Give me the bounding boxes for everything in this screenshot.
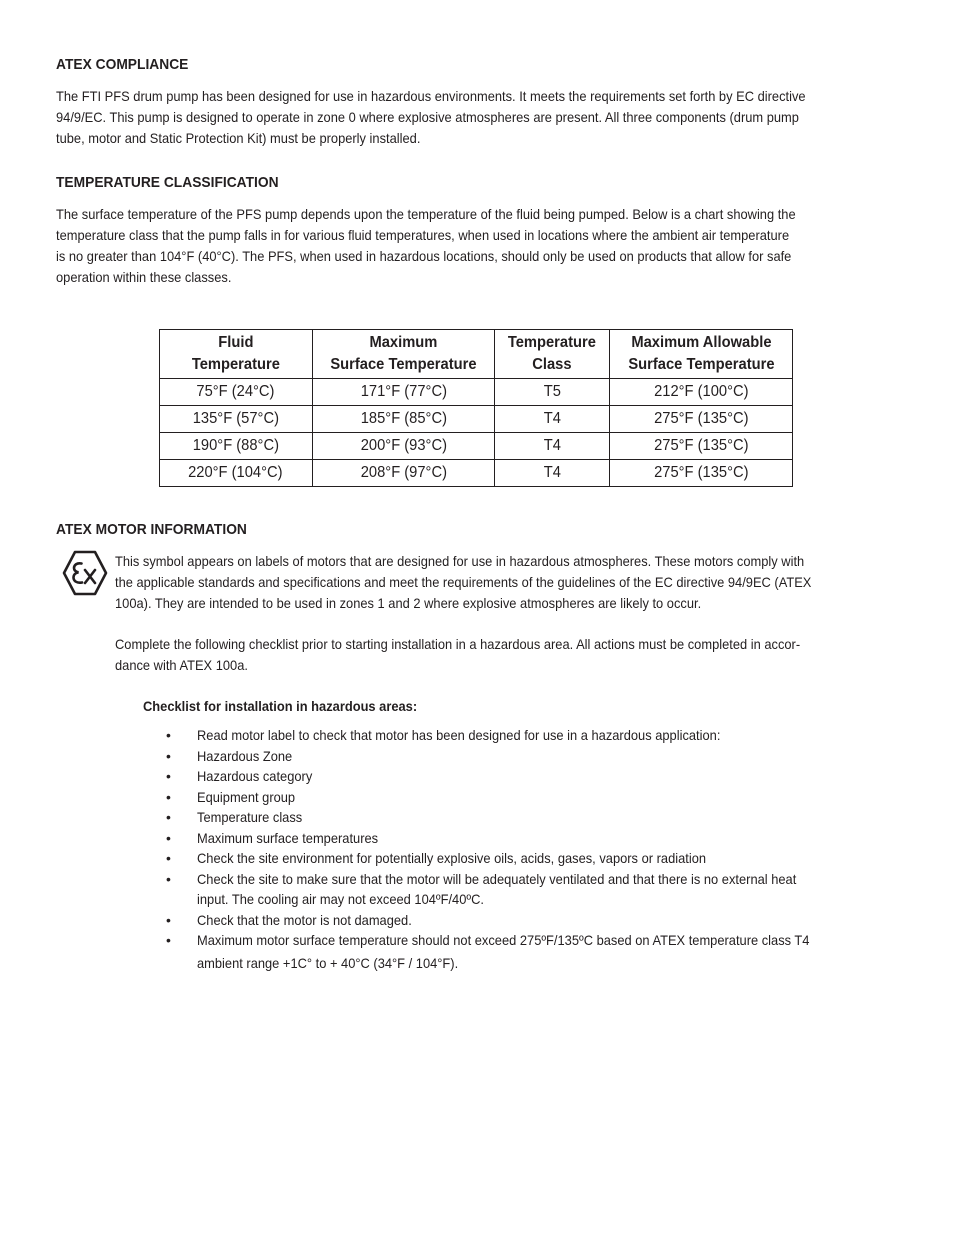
header-maximum-surface-temperature: Maximum Surface Temperature — [312, 330, 495, 379]
bullet-icon: • — [166, 768, 171, 784]
list-item: • Read motor label to check that motor has been designed for use in a hazardous application: — [166, 725, 926, 746]
bullet-icon: • — [166, 829, 171, 846]
table-cell: 75°F (24°C) — [160, 379, 313, 406]
temperature-classification-heading: TEMPERATURE CLASSIFICATION — [56, 174, 279, 191]
paragraph-line: The FTI PFS drum pump has been designed for use in hazardous environments. It meets the requirements set forth by EC directive — [56, 88, 806, 104]
bullet-icon: • — [166, 911, 171, 928]
bullet-icon: • — [166, 850, 171, 866]
atex-symbol-paragraph — [115, 551, 811, 614]
paragraph-line: 100a). They are intended to be used in zones 1 and 2 where explosive atmospheres are likely to occur. — [115, 595, 702, 611]
bullet-icon: • — [166, 809, 171, 825]
paragraph-line: operation within these classes. — [56, 269, 232, 285]
atex-compliance-paragraph — [56, 86, 806, 149]
list-item: • Hazardous category — [166, 766, 926, 787]
bullet-icon: • — [166, 747, 171, 764]
list-item: • Check the site environment for potentially explosive oils, acids, gases, vapors or radiation — [166, 848, 926, 869]
table-row — [160, 379, 793, 406]
table-cell: T4 — [495, 460, 610, 487]
paragraph-line: the applicable standards and specifications and meet the requirements of the guidelines of the EC directive 94/9EC (ATEX — [115, 574, 812, 590]
bullet-icon: • — [166, 727, 171, 743]
atex-motor-information-heading: ATEX MOTOR INFORMATION — [56, 521, 247, 538]
paragraph-line: is no greater than 104°F (40°C). The PFS, when used in hazardous locations, should only be used on products that allow for safe — [56, 248, 792, 264]
temperature-class-table — [159, 329, 793, 487]
list-item: • Maximum surface temperatures — [166, 828, 926, 849]
paragraph-line: Complete the following checklist prior to starting installation in a hazardous area. All actions must be completed in accor- — [115, 636, 801, 652]
table-cell: 135°F (57°C) — [160, 406, 313, 433]
paragraph-line: 94/9/EC. This pump is designed to operate in zone 0 where explosive atmospheres are present. All three components (drum pump — [56, 109, 799, 125]
temperature-classification-paragraph — [56, 204, 796, 288]
list-item: • Check that the motor is not damaged. — [166, 910, 926, 931]
table-cell: T5 — [495, 379, 610, 406]
table-cell: 171°F (77°C) — [312, 379, 495, 406]
header-temperature-class: Temperature Class — [495, 330, 610, 379]
list-item: • Maximum motor surface temperature should not exceed 275ºF/135ºC based on ATEX temperature class T4 ambient range +1C° to + 40°C (34°F / 104°F). — [166, 932, 810, 971]
bullet-icon: • — [166, 870, 171, 887]
table-header-row — [160, 330, 793, 379]
table-cell: 208°F (97°C) — [312, 460, 495, 487]
paragraph-line: temperature class that the pump falls in for various fluid temperatures, when used in locations where the ambient air temperature — [56, 227, 790, 243]
paragraph-line: This symbol appears on labels of motors that are designed for use in hazardous atmospheres. These motors comply with — [115, 553, 805, 569]
table-row — [160, 460, 793, 487]
table-cell: 190°F (88°C) — [160, 433, 313, 460]
paragraph-line: dance with ATEX 100a. — [115, 657, 248, 673]
table-row — [160, 406, 793, 433]
table-cell: T4 — [495, 433, 610, 460]
checklist-heading: Checklist for installation in hazardous areas: — [143, 698, 418, 714]
list-item: • Equipment group — [166, 787, 926, 808]
table-cell: 200°F (93°C) — [312, 433, 495, 460]
list-item: • Check the site to make sure that the motor will be adequately ventilated and that there is no external heat input. The cooling air may not exceed 104ºF/40ºC. — [166, 870, 797, 907]
header-fluid-temperature: Fluid Temperature — [160, 330, 313, 379]
paragraph-line: The surface temperature of the PFS pump depends upon the temperature of the fluid being pumped. Below is a chart showing the — [56, 206, 796, 222]
bullet-icon: • — [166, 932, 171, 948]
table-cell: T4 — [495, 406, 610, 433]
table-cell: 275°F (135°C) — [610, 433, 793, 460]
table-cell: 212°F (100°C) — [610, 379, 793, 406]
table-cell: 220°F (104°C) — [160, 460, 313, 487]
ex-explosion-protection-icon — [62, 550, 108, 596]
header-maximum-allowable-surface-temperature: Maximum Allowable Surface Temperature — [610, 330, 793, 379]
table-cell: 185°F (85°C) — [312, 406, 495, 433]
installation-checklist — [166, 725, 926, 973]
list-item: • Hazardous Zone — [166, 746, 926, 767]
bullet-icon: • — [166, 788, 171, 805]
atex-compliance-heading: ATEX COMPLIANCE — [56, 56, 189, 73]
paragraph-line: tube, motor and Static Protection Kit) must be properly installed. — [56, 130, 421, 146]
table-cell: 275°F (135°C) — [610, 460, 793, 487]
table-cell: 275°F (135°C) — [610, 406, 793, 433]
table-row — [160, 433, 793, 460]
checklist-intro-paragraph — [115, 634, 800, 676]
list-item: • Temperature class — [166, 807, 926, 828]
